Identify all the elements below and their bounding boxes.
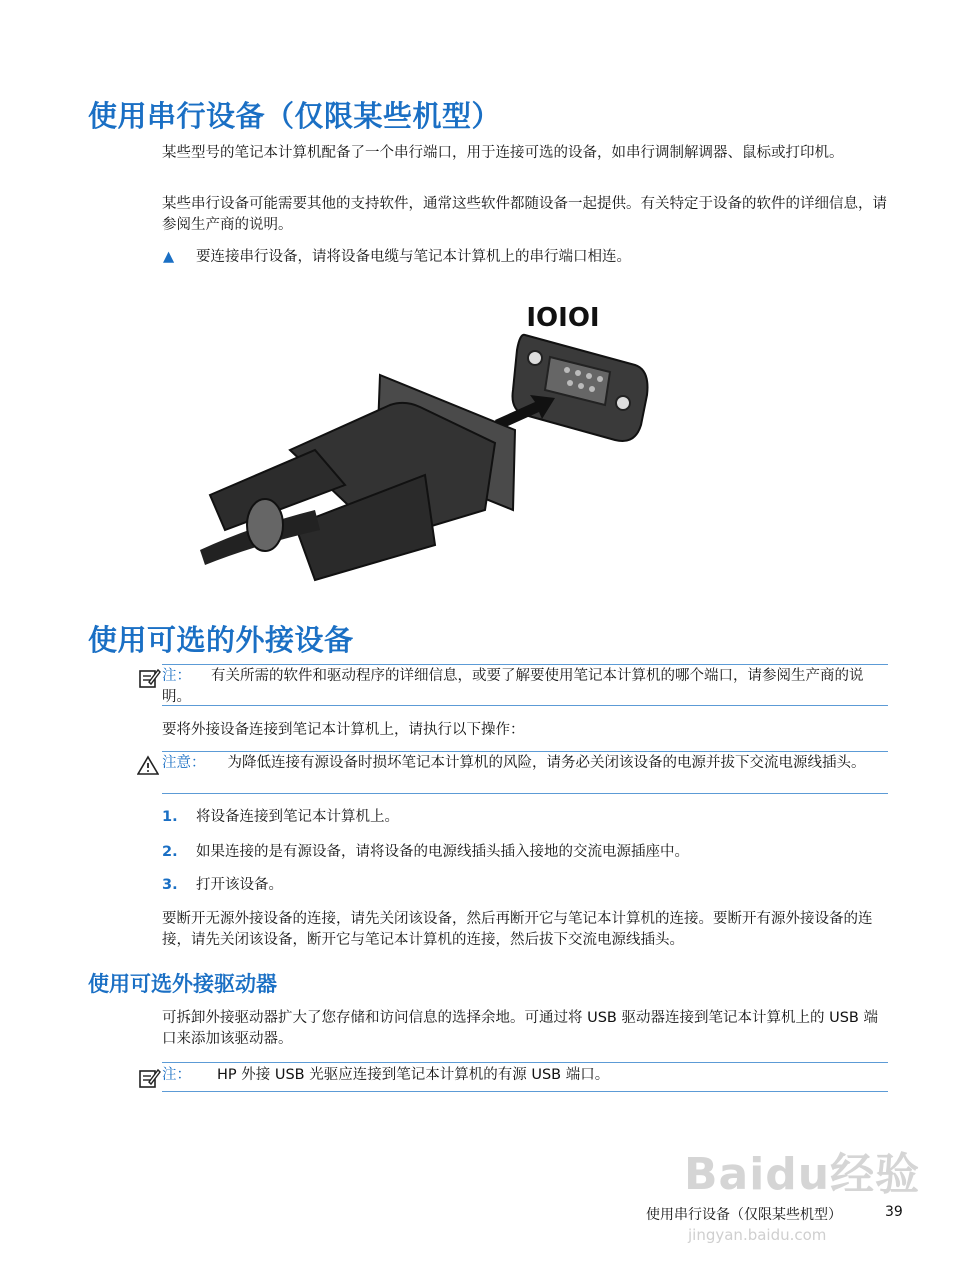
step-2 <box>162 842 689 863</box>
page-number: 39 <box>885 1204 903 1220</box>
serial-para-2: 某些串行设备可能需要其他的支持软件，通常这些软件都随设备一起提供。有关特定于设备的软件的详细信息，请参阅生产商的说明。 <box>162 196 887 233</box>
note-text: 有关所需的软件和驱动程序的详细信息，或要了解要使用笔记本计算机的哪个端口，请参阅生产商的说明。 <box>162 668 864 705</box>
drives-note-label: 注： <box>162 1067 191 1083</box>
footer-title: 使用串行设备（仅限某些机型） <box>646 1207 842 1223</box>
step-1-text: 将设备连接到笔记本计算机上。 <box>196 809 399 825</box>
step-3-text: 打开该设备。 <box>196 877 283 893</box>
section-title-drives: 使用可选外接驱动器 <box>88 972 277 996</box>
step-3-number: 3. <box>162 877 178 893</box>
external-intro: 要将外接设备连接到笔记本计算机上，请执行以下操作： <box>162 722 525 738</box>
step-triangle-icon: ▲ <box>163 249 175 265</box>
drives-note-block <box>162 1065 889 1086</box>
section-title-external: 使用可选的外接设备 <box>88 623 354 657</box>
caution-label: 注意： <box>162 755 206 771</box>
watermark-brand: Baidu经验 <box>684 1149 921 1200</box>
caution-top-rule <box>162 751 888 752</box>
serial-para-1: 某些型号的笔记本计算机配备了一个串行端口，用于连接可选的设备，如串行调制解调器、鼠标或打印机。 <box>162 145 844 161</box>
cable-connector-icon <box>200 375 515 580</box>
note-top-rule <box>162 664 888 665</box>
step-1 <box>162 807 399 828</box>
step-2-number: 2. <box>162 844 178 860</box>
caution-bottom-rule <box>162 793 888 794</box>
section-title-serial: 使用串行设备（仅限某些机型） <box>88 99 502 133</box>
serial-connector-illustration <box>195 295 665 585</box>
note-icon <box>137 1066 161 1090</box>
note-icon <box>137 666 161 690</box>
note-block <box>162 666 889 708</box>
caution-icon <box>137 755 159 775</box>
serial-port-icon <box>513 335 648 441</box>
serial-step-text: 要连接串行设备，请将设备电缆与笔记本计算机上的串行端口相连。 <box>196 249 631 265</box>
serial-port-label: IOIOI <box>526 303 600 333</box>
note-bottom-rule <box>162 705 888 706</box>
drives-para: 可拆卸外接驱动器扩大了您存储和访问信息的选择余地。可通过将 USB 驱动器连接到笔记本计算机上的 USB 端口来添加该驱动器。 <box>162 1010 878 1047</box>
caution-text: 为降低连接有源设备时损坏笔记本计算机的风险，请务必关闭该设备的电源并拔下交流电源线插头。 <box>227 755 866 771</box>
step-1-number: 1. <box>162 809 178 825</box>
drives-note-bottom-rule <box>162 1091 888 1092</box>
drives-note-text: HP 外接 USB 光驱应连接到笔记本计算机的有源 USB 端口。 <box>217 1067 610 1083</box>
drives-note-top-rule <box>162 1062 888 1063</box>
note-label: 注： <box>162 668 191 684</box>
watermark-url: jingyan.baidu.com <box>688 1226 827 1244</box>
step-3 <box>162 875 283 896</box>
step-2-text: 如果连接的是有源设备，请将设备的电源线插头插入接地的交流电源插座中。 <box>196 844 689 860</box>
caution-block <box>162 753 889 774</box>
external-closing: 要断开无源外接设备的连接，请先关闭该设备，然后再断开它与笔记本计算机的连接。要断开有源外接设备的连接，请先关闭该设备，断开它与笔记本计算机的连接，然后拔下交流电源线插头。 <box>162 911 873 948</box>
